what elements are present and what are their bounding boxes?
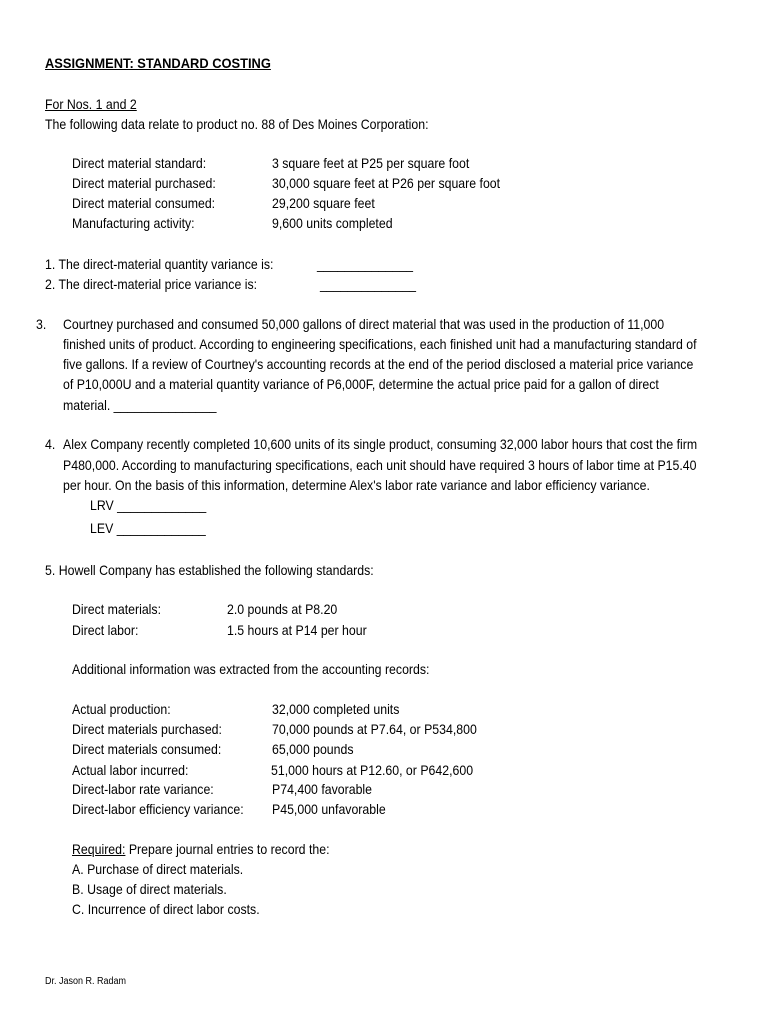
answer-blank: ______________	[320, 276, 416, 292]
standard-value: 1.5 hours at P14 per hour	[227, 622, 367, 638]
standard-label: Direct materials:	[72, 601, 162, 617]
question-2: 2. The direct-material price variance is:	[45, 276, 258, 292]
section-heading: For Nos. 1 and 2	[45, 96, 137, 112]
record-label: Direct materials purchased:	[72, 721, 222, 737]
row-label: Manufacturing activity:	[72, 215, 195, 231]
required-item: C. Incurrence of direct labor costs.	[72, 901, 260, 917]
record-label: Actual labor incurred:	[72, 762, 189, 778]
additional-info: Additional information was extracted from the accounting records:	[72, 661, 430, 677]
row-label: Direct material standard:	[72, 155, 207, 171]
lev-blank: LEV _____________	[90, 520, 206, 536]
section-intro: The following data relate to product no. 88 of Des Moines Corporation:	[45, 116, 429, 132]
required-label: Required:	[72, 841, 126, 857]
question-3-line: Courtney purchased and consumed 50,000 gallons of direct material that was used in the production of 11,000	[63, 316, 665, 332]
record-value: 65,000 pounds	[272, 741, 354, 757]
required-line	[72, 841, 329, 857]
record-value: 51,000 hours at P12.60, or P642,600	[271, 762, 474, 778]
record-value: P45,000 unfavorable	[272, 801, 386, 817]
question-3-line: of P10,000U and a material quantity variance of P6,000F, determine the actual price paid for a gallon of direct	[63, 376, 659, 392]
question-4-line: Alex Company recently completed 10,600 units of its single product, consuming 32,000 labor hours that cost the firm	[63, 436, 698, 452]
answer-blank: ______________	[317, 256, 413, 272]
record-label: Direct-labor efficiency variance:	[72, 801, 244, 817]
record-label: Actual production:	[72, 701, 171, 717]
row-label: Direct material consumed:	[72, 195, 216, 211]
record-value: 32,000 completed units	[272, 701, 400, 717]
question-number: 4.	[45, 436, 56, 452]
question-3-line: finished units of product. According to engineering specifications, each finished unit had a manufacturing standard of	[63, 336, 697, 352]
question-1: 1. The direct-material quantity variance is:	[45, 256, 274, 272]
standard-value: 2.0 pounds at P8.20	[227, 601, 338, 617]
record-label: Direct-labor rate variance:	[72, 781, 214, 797]
question-5-intro: 5. Howell Company has established the following standards:	[45, 562, 374, 578]
required-item: A. Purchase of direct materials.	[72, 861, 244, 877]
row-label: Direct material purchased:	[72, 175, 216, 191]
row-value: 9,600 units completed	[272, 215, 393, 231]
question-3-line: five gallons. If a review of Courtney's accounting records at the end of the period disclosed a material price variance	[63, 356, 694, 372]
lrv-blank: LRV _____________	[90, 497, 207, 513]
question-number: 3.	[36, 316, 47, 332]
record-value: 70,000 pounds at P7.64, or P534,800	[272, 721, 477, 737]
row-value: 3 square feet at P25 per square foot	[272, 155, 470, 171]
standard-label: Direct labor:	[72, 622, 139, 638]
page-title: ASSIGNMENT: STANDARD COSTING	[45, 55, 271, 71]
question-3-line: material. _______________	[63, 397, 217, 413]
record-value: P74,400 favorable	[272, 781, 373, 797]
footer-author: Dr. Jason R. Radam	[45, 976, 127, 987]
record-label: Direct materials consumed:	[72, 741, 222, 757]
row-value: 30,000 square feet at P26 per square foot	[272, 175, 501, 191]
question-4-line: per hour. On the basis of this information, determine Alex's labor rate variance and labor efficiency variance.	[63, 477, 650, 493]
required-item: B. Usage of direct materials.	[72, 881, 227, 897]
row-value: 29,200 square feet	[272, 195, 375, 211]
required-text: Prepare journal entries to record the:	[125, 841, 330, 857]
question-4-line: P480,000. According to manufacturing specifications, each unit should have required 3 hours of labor time at P15.40	[63, 457, 697, 473]
